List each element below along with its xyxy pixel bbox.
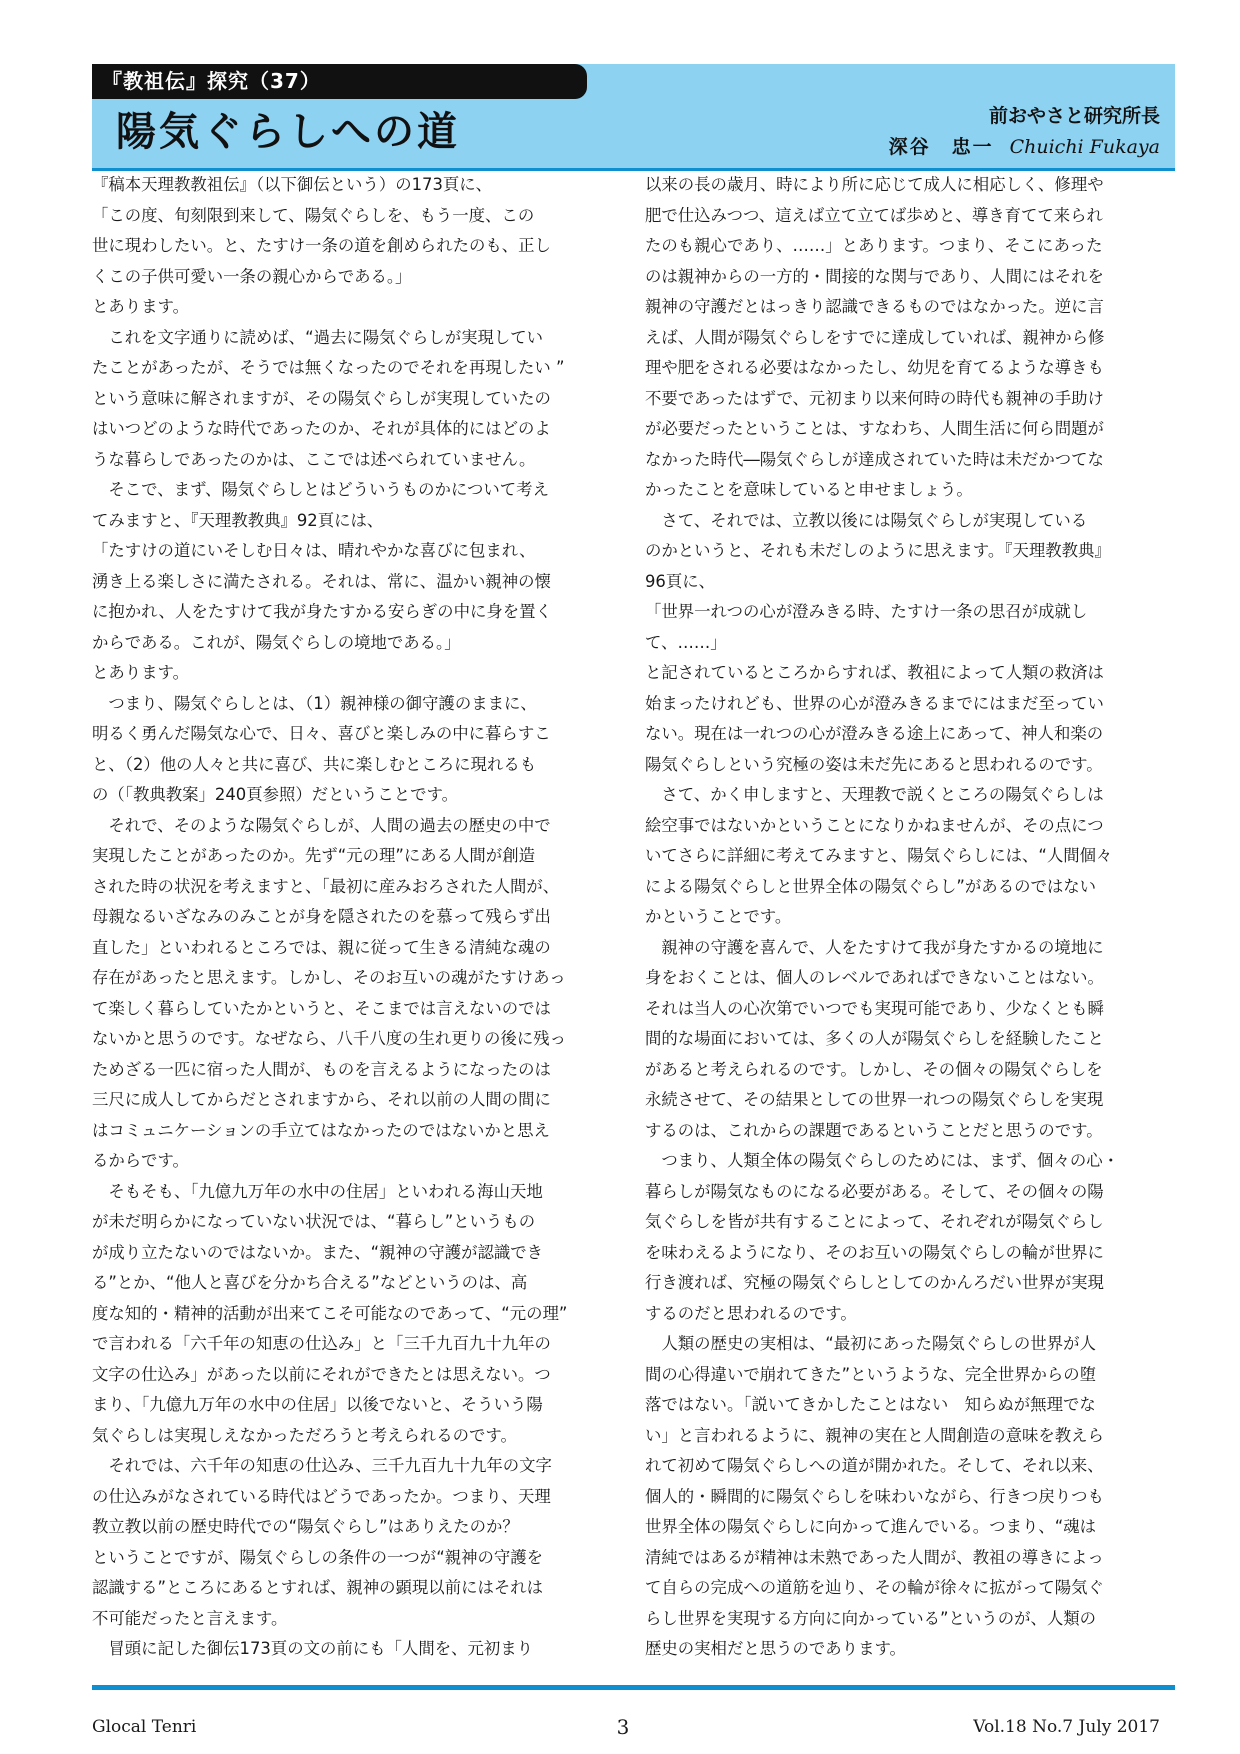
text-line: と、（2）他の人々と共に喜び、共に楽しむところに現れるも: [92, 754, 537, 774]
text-line: を味わえるようになり、そのお互いの陽気ぐらしの輪が世界に: [645, 1242, 1104, 1262]
text-line: そこで、まず、陽気ぐらしとはどういうものかについて考え: [92, 480, 549, 499]
text-line: つまり、陽気ぐらしとは、（1）親神様の御守護のままに、: [92, 693, 537, 713]
text-line: 母親なるいざなみのみことが身を隠されたのを慕って残らず出: [92, 907, 551, 926]
text-line: 三尺に成人してからだとされますから、それ以前の人間の間に: [92, 1090, 551, 1109]
text-line: えば、人間が陽気ぐらしをすでに達成していれば、親神から修: [645, 327, 1105, 347]
text-line: て自らの完成への道筋を辿り、その輪が徐々に拡がって陽気ぐ: [645, 1578, 1104, 1597]
text-line: ためざる一匹に宿った人間が、ものを言えるようになったのは: [92, 1059, 551, 1079]
text-line: それは当人の心次第でいつでも実現可能であり、少なくとも瞬: [645, 998, 1104, 1018]
text-line: の（「教典教案」240頁参照）だということです。: [92, 785, 458, 804]
text-line: らし世界を実現する方向に向かっている”というのが、人類の: [645, 1608, 1097, 1628]
text-line: それで、そのような陽気ぐらしが、人間の過去の歴史の中で: [92, 815, 551, 835]
text-line: そもそも、「九億九万年の水中の住居」といわれる海山天地: [92, 1181, 543, 1201]
text-line: ということですが、陽気ぐらしの条件の一つが“親神の守護を: [92, 1547, 544, 1567]
text-line: 「この度、旬刻限到来して、陽気ぐらしを、もう一度、この: [92, 205, 535, 225]
text-line: ないかと思うのです。なぜなら、八千八度の生れ更りの後に残っ: [92, 1029, 567, 1048]
text-line: て楽しく暮らしていたかというと、そこまでは言えないのでは: [92, 998, 551, 1018]
text-line: 始まったけれども、世界の心が澄みきるまでにはまだ至ってい: [645, 693, 1104, 713]
right-column: [645, 170, 1160, 1665]
author-line: [889, 132, 1160, 162]
text-line: という意味に解されますが、その陽気ぐらしが実現していたの: [92, 388, 551, 408]
text-line: とあります。: [92, 297, 190, 316]
text-line: 不要であったはずで、元初まり以来何時の時代も親神の手助け: [645, 388, 1104, 408]
author-name-romanized: Chuichi Fukaya: [1009, 136, 1160, 158]
text-line: のかというと、それも未だしのように思えます。『天理教教典』: [645, 541, 1111, 560]
text-line: い」と言われるように、親神の実在と人間創造の意味を教えら: [645, 1425, 1104, 1445]
article-title: 陽気ぐらしへの道: [116, 108, 460, 155]
text-line: で言われる「六千年の知恵の仕込み」と「三千九百九十九年の: [92, 1334, 551, 1353]
text-line: があると考えられるのです。しかし、その個々の陽気ぐらしを: [645, 1059, 1103, 1079]
text-line: が成り立たないのではないか。また、“親神の守護が認識でき: [92, 1242, 544, 1262]
text-line: 理や肥をされる必要はなかったし、幼児を育てるような導きも: [645, 358, 1104, 377]
text-line: 教立教以前の歴史時代での“陽気ぐらし”はありえたのか？: [92, 1517, 519, 1536]
text-line: くこの子供可愛い一条の親心からである。」: [92, 266, 412, 286]
text-line: 暮らしが陽気なものになる必要がある。そして、その個々の陽: [645, 1181, 1104, 1201]
text-line: 直した」といわれるところでは、親に従って生きる清純な魂の: [92, 937, 551, 957]
author-name: 深谷 忠一: [888, 136, 994, 158]
text-line: うな暮らしであったのかは、ここでは述べられていません。: [92, 449, 536, 469]
left-column: [92, 170, 607, 1665]
text-line: 身をおくことは、個人のレベルであればできないことはない。: [645, 968, 1104, 987]
text-line: と記されているところからすれば、教祖によって人類の救済は: [645, 663, 1104, 682]
text-line: 世界全体の陽気ぐらしに向かって進んでいる。つまり、“魂は: [645, 1517, 1097, 1536]
text-line: が未だ明らかになっていない状況では、“暮らし”というもの: [92, 1212, 536, 1231]
series-label: 『教祖伝』探究（37）: [102, 69, 321, 93]
text-line: はいつどのような時代であったのか、それが具体的にはどのよ: [92, 419, 551, 438]
text-line: かったことを意味していると申せましょう。: [645, 480, 973, 499]
text-line: 間的な場面においては、多くの人が陽気ぐらしを経験したこと: [645, 1029, 1104, 1048]
text-line: 明るく勇んだ陽気な心で、日々、喜びと楽しみの中に暮らすこ: [92, 724, 551, 743]
text-line: 冒頭に記した御伝173頁の文の前にも「人間を、元初まり: [92, 1639, 534, 1658]
text-line: された時の状況を考えますと、「最初に産みおろされた人間が、: [92, 876, 560, 896]
text-line: る”とか、“他人と喜びを分かち合える”などというのは、高: [92, 1273, 528, 1292]
text-line: 間の心得違いで崩れてきた”というような、完全世界からの堕: [645, 1364, 1097, 1384]
text-line: さて、かく申しますと、天理教で説くところの陽気ぐらしは: [645, 785, 1104, 804]
footer-rule: [92, 1685, 1175, 1690]
text-line: に抱かれ、人をたすけて我が身たすかる安らぎの中に身を置く: [92, 602, 552, 621]
text-line: 落ではない。「説いてきかしたことはない 知らぬが無理でな: [645, 1395, 1096, 1414]
text-line: 存在があったと思えます。しかし、そのお互いの魂がたすけあっ: [92, 968, 566, 987]
text-line: たのも親心であり、……」とあります。つまり、そこにあった: [645, 236, 1103, 255]
text-line: これを文字通りに読めば、“過去に陽気ぐらしが実現してい: [92, 327, 544, 347]
text-line: するのだと思われるのです。: [645, 1303, 857, 1323]
text-line: 個人的・瞬間的に陽気ぐらしを味わいながら、行きつ戻りつも: [645, 1486, 1104, 1506]
text-line: かということです。: [645, 907, 792, 926]
issue-info: Vol.18 No.7 July 2017: [973, 1717, 1160, 1737]
text-line: 実現したことがあったのか。先ず“元の理”にある人間が創造: [92, 846, 535, 865]
text-line: 以来の長の歳月、時により所に応じて成人に相応しく、修理や: [645, 175, 1104, 194]
text-line: たことがあったが、そうでは無くなったのでそれを再現したい ”: [92, 358, 565, 377]
page-number: 3: [616, 1715, 630, 1739]
text-line: 親神の守護だとはっきり認識できるものではなかった。逆に言: [645, 297, 1104, 316]
text-line: 肥で仕込みつつ、這えば立て立てば歩めと、導き育てて来られ: [645, 205, 1103, 225]
text-line: るからです。: [92, 1151, 189, 1170]
text-line: 絵空事ではないかということになりかねませんが、その点につ: [645, 815, 1104, 835]
text-line: まり、「九億九万年の水中の住居」以後でないと、そういう陽: [92, 1395, 543, 1414]
text-line: 度な知的・精神的活動が出来てこそ可能なのであって、“元の理”: [92, 1303, 568, 1323]
text-line: 「たすけの道にいそしむ日々は、晴れやかな喜びに包まれ、: [92, 541, 536, 560]
text-line: のは親神からの一方的・間接的な関与であり、人間にはそれを: [645, 266, 1104, 286]
text-line: て、……」: [645, 632, 727, 652]
text-line: とあります。: [92, 663, 190, 682]
text-line: 気ぐらしは実現しえなかっただろうと考えられるのです。: [92, 1425, 517, 1445]
text-line: 『稿本天理教教祖伝』（以下御伝という）の173頁に、: [92, 175, 493, 194]
text-line: 行き渡れば、究極の陽気ぐらしとしてのかんろだい世界が実現: [645, 1273, 1104, 1292]
text-line: てみますと、『天理教教典』92頁には、: [92, 510, 384, 530]
text-line: れて初めて陽気ぐらしへの道が開かれた。そして、それ以来、: [645, 1456, 1104, 1475]
text-line: するのは、これからの課題であるということだと思うのです。: [645, 1120, 1103, 1140]
text-line: つまり、人類全体の陽気ぐらしのためには、まず、個々の心・: [645, 1151, 1120, 1170]
text-line: 永続させて、その結果としての世界一れつの陽気ぐらしを実現: [645, 1090, 1104, 1109]
text-line: 世に現わしたい。と、たすけ一条の道を創められたのも、正し: [92, 236, 551, 255]
text-line: ない。現在は一れつの心が澄みきる途上にあって、神人和楽の: [645, 724, 1104, 743]
text-line: 気ぐらしを皆が共有することによって、それぞれが陽気ぐらし: [645, 1212, 1104, 1231]
text-line: からである。これが、陽気ぐらしの境地である。」: [92, 632, 461, 652]
text-line: 清純ではあるが精神は未熟であった人間が、教祖の導きによっ: [645, 1547, 1104, 1567]
text-line: 「世界一れつの心が澄みきる時、たすけ一条の思召が成就し: [645, 602, 1088, 621]
text-line: の仕込みがなされている時代はどうであったか。つまり、天理: [92, 1486, 551, 1506]
text-line: はコミュニケーションの手立てはなかったのではないかと思え: [92, 1120, 550, 1140]
text-line: 陽気ぐらしという究極の姿は未だ先にあると思われるのです。: [645, 754, 1103, 774]
text-line: が必要だったということは、すなわち、人間生活に何ら問題が: [645, 419, 1104, 438]
text-line: なかった時代―陽気ぐらしが達成されていた時は未だかつてな: [645, 449, 1104, 469]
text-line: それでは、六千年の知恵の仕込み、三千九百九十九年の文字: [92, 1456, 552, 1475]
text-line: いてさらに詳細に考えてみますと、陽気ぐらしには、“人間個々: [645, 846, 1113, 865]
text-line: 96頁に、: [645, 571, 716, 591]
text-line: 不可能だったと言えます。: [92, 1608, 288, 1628]
text-line: さて、それでは、立教以後には陽気ぐらしが実現している: [645, 510, 1088, 530]
publication-name: Glocal Tenri: [92, 1717, 197, 1737]
text-line: による陽気ぐらしと世界全体の陽気ぐらし”があるのではない: [645, 876, 1097, 896]
text-line: 文字の仕込み」があった以前にそれができたとは思えない。つ: [92, 1364, 551, 1384]
text-line: 人類の歴史の実相は、“最初にあった陽気ぐらしの世界が人: [645, 1334, 1096, 1353]
text-line: 親神の守護を喜んで、人をたすけて我が身たすかるの境地に: [645, 937, 1104, 957]
text-line: 認識する”ところにあるとすれば、親神の顕現以前にはそれは: [92, 1578, 544, 1597]
text-line: 歴史の実相だと思うのであります。: [645, 1639, 906, 1658]
text-line: 湧き上る楽しさに満たされる。それは、常に、温かい親神の懐: [92, 571, 551, 591]
author-role: 前おやさと研究所長: [988, 105, 1160, 127]
